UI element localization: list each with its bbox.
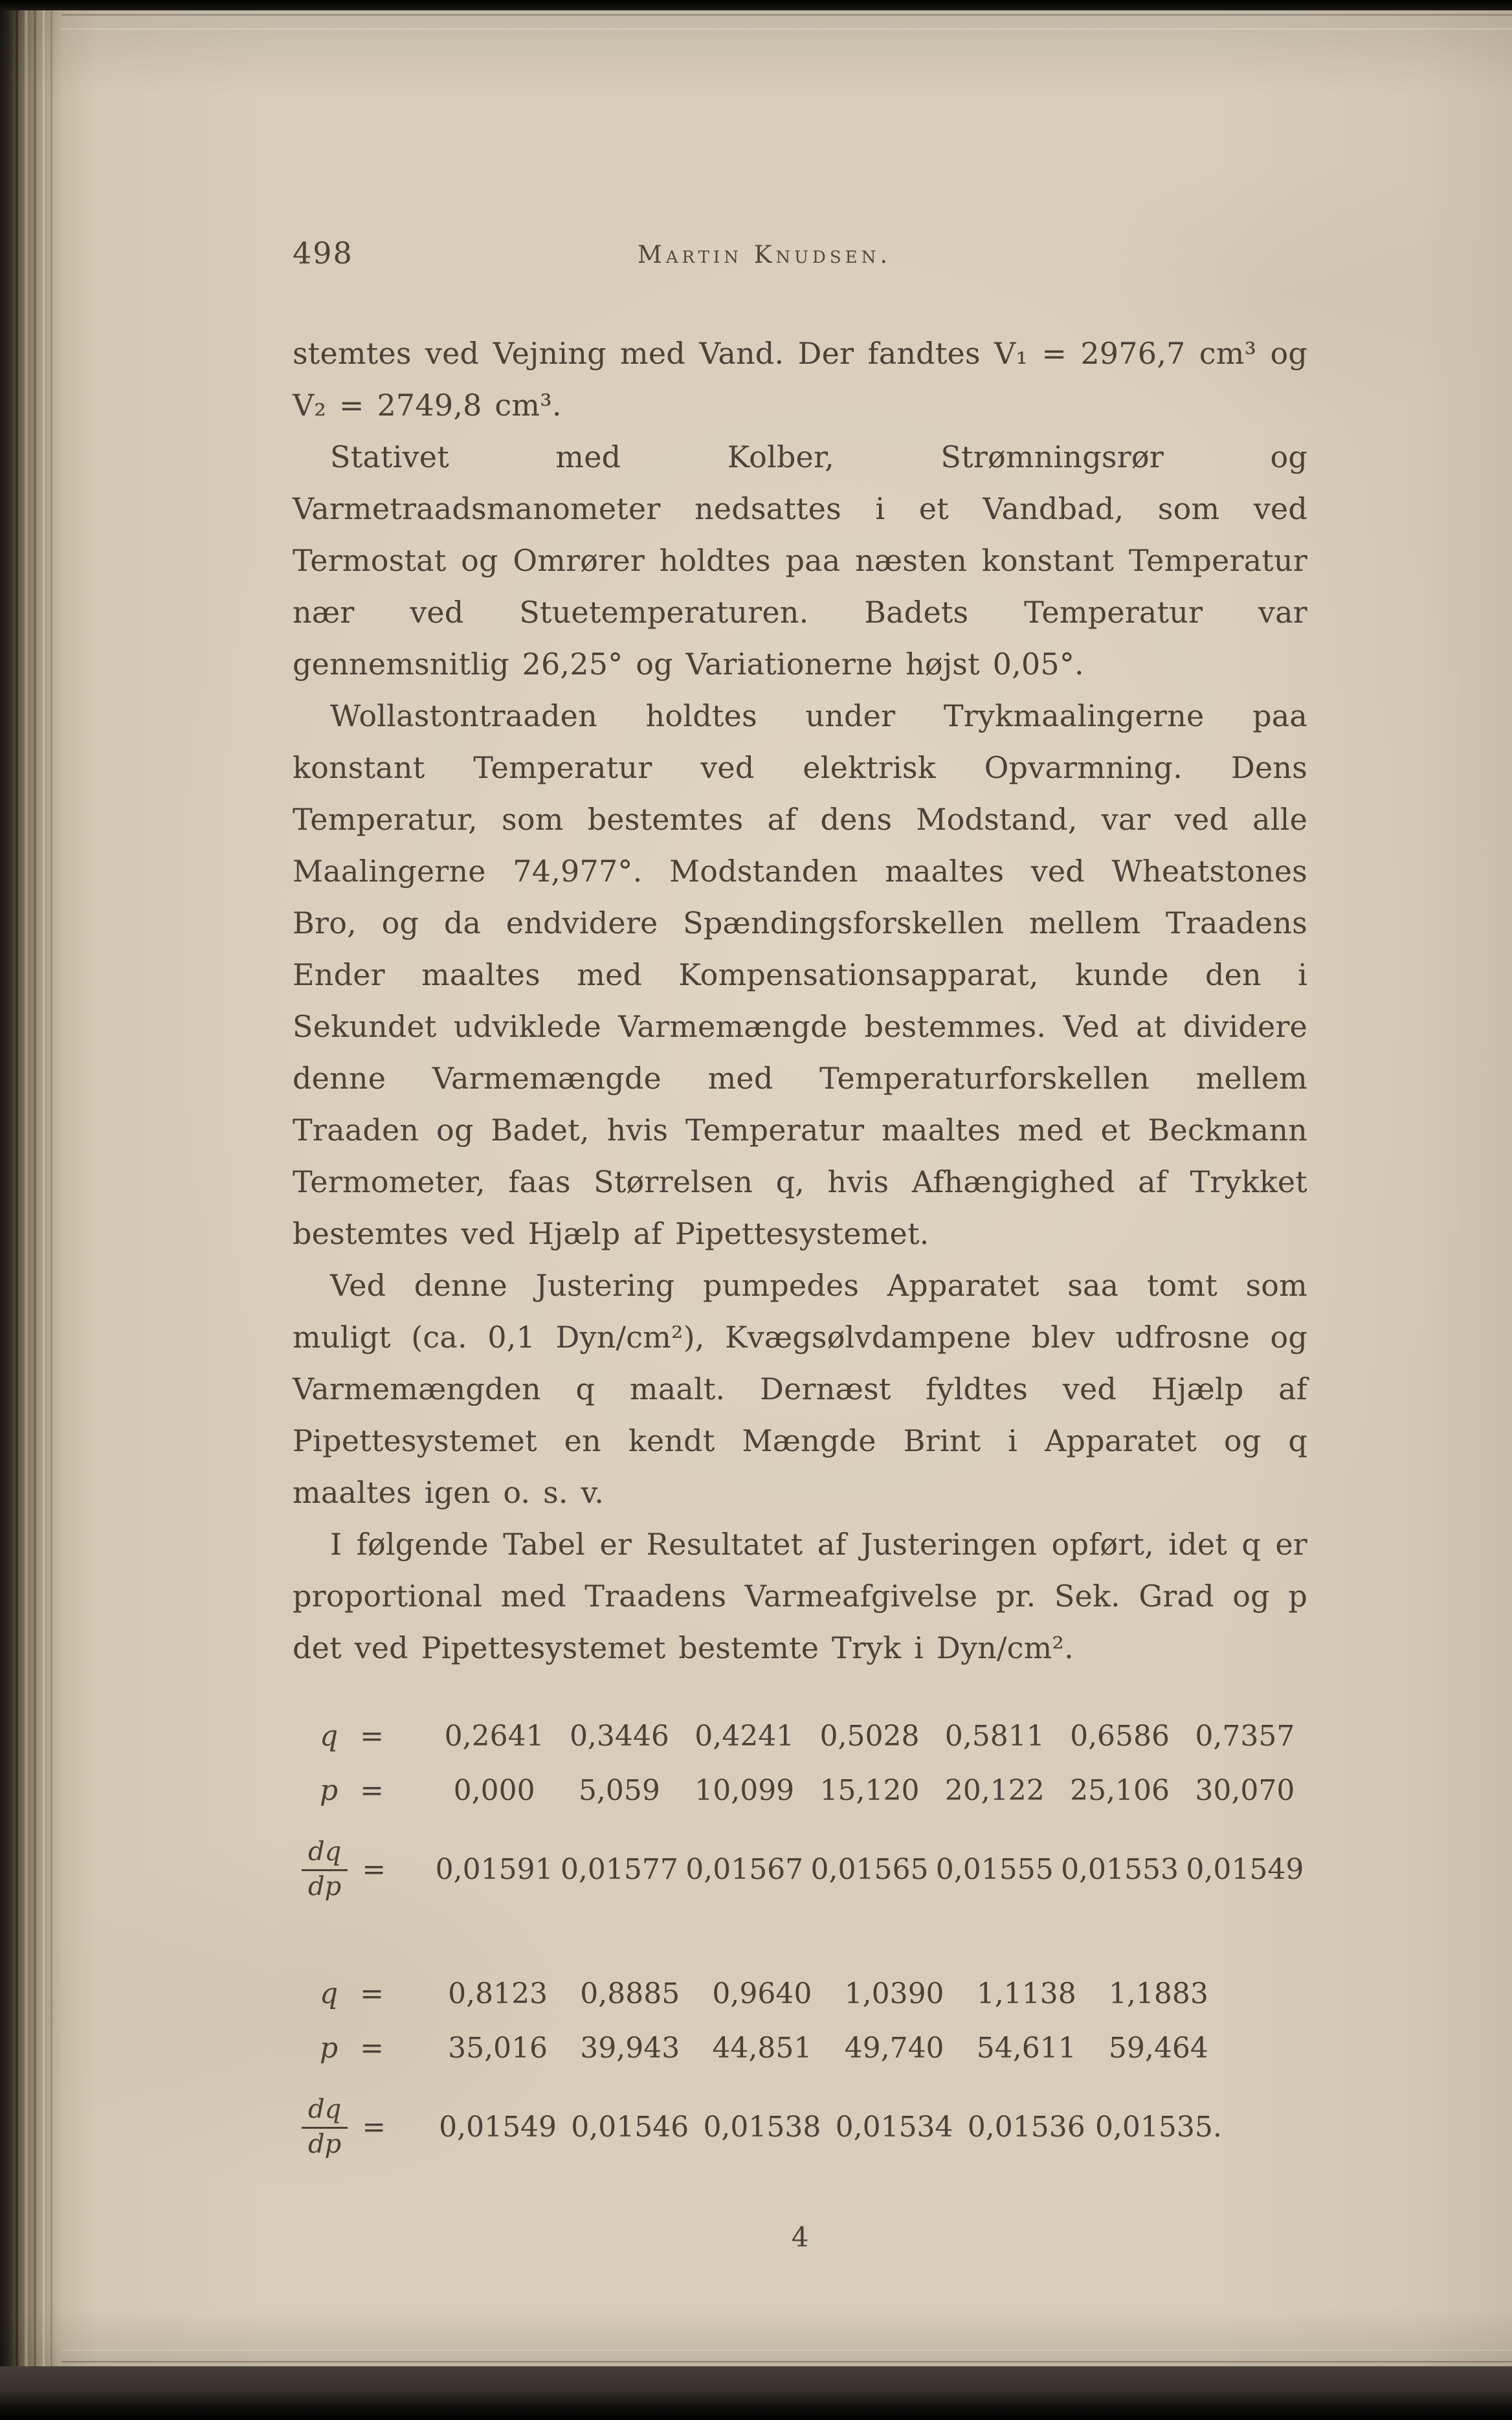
paragraph: Ved denne Justering pumpedes Apparatet saa tomt som muligt (ca. 0,1 Dyn/cm²), Kvægsølvdampene blev udfrosne og Varmemængden q maalt. Dernæst fyldtes ved Hjælp af Pipettesystemet en kendt Mængde Brint i Apparatet og q maaltes igen o. s. v. bbox=[293, 1268, 1307, 1510]
table-cell: 35,016 bbox=[448, 2031, 548, 2065]
row-label-q bbox=[293, 1977, 432, 2010]
paragraph: stemtes ved Vejning med Vand. Der fandtes V₁ = 2976,7 cm³ og V₂ = 2749,8 cm³. bbox=[293, 336, 1307, 423]
table-cell: 0,01535. bbox=[1095, 2110, 1222, 2144]
p-symbol: p bbox=[320, 2031, 339, 2065]
paper-sheet bbox=[0, 10, 1512, 2366]
dq-dp-fraction bbox=[302, 1837, 348, 1902]
table-cell: 0,3446 bbox=[569, 1719, 669, 1753]
table-cell: 0,7357 bbox=[1195, 1719, 1295, 1753]
page-edge-line bbox=[34, 10, 36, 2366]
table-cell: 1,1883 bbox=[1108, 1977, 1208, 2010]
fraction-numerator: dq bbox=[302, 2095, 348, 2129]
table-cell: 1,0390 bbox=[844, 1977, 944, 2010]
table-cell: 25,106 bbox=[1070, 1773, 1170, 1807]
paragraph: I følgende Tabel er Resultatet af Justeringen opført, idet q er proportional med Traadens Varmeafgivelse pr. Sek. Grad og p det ved Pipettesystemet bestemte Tryk i Dyn/cm². bbox=[293, 1527, 1307, 1665]
equals-sign: = bbox=[362, 2110, 385, 2144]
table-cell: 54,611 bbox=[976, 2031, 1076, 2065]
table-cell: 20,122 bbox=[944, 1773, 1045, 1807]
equals-sign: = bbox=[360, 1773, 383, 1807]
table-cell: 30,070 bbox=[1195, 1773, 1295, 1807]
equals-sign: = bbox=[360, 1977, 383, 2010]
footer-page-number: 4 bbox=[791, 2221, 809, 2253]
scan-top-band bbox=[0, 0, 1512, 10]
table-cell: 59,464 bbox=[1108, 2031, 1208, 2065]
table-cell: 0,4241 bbox=[695, 1719, 795, 1753]
table-cell: 0,01591 bbox=[435, 1852, 553, 1886]
page-content bbox=[293, 234, 1307, 2253]
row-label-p bbox=[293, 2032, 432, 2065]
table-row-p bbox=[293, 2021, 1225, 2075]
table-cell: 0,2641 bbox=[444, 1719, 544, 1753]
table-row-dqdp bbox=[293, 1817, 1307, 1921]
table-cell: 0,000 bbox=[453, 1773, 535, 1807]
table-cell: 0,5811 bbox=[944, 1719, 1045, 1753]
table-cell: 0,5028 bbox=[819, 1719, 920, 1753]
row-label-dqdp bbox=[293, 2095, 432, 2159]
table-cell: 0,01555 bbox=[935, 1852, 1054, 1886]
table-cell: 0,01534 bbox=[835, 2110, 953, 2144]
equals-sign: = bbox=[362, 1852, 385, 1886]
table-cell: 0,6586 bbox=[1070, 1719, 1170, 1753]
page-edge-line bbox=[50, 10, 52, 2366]
paragraph: Stativet med Kolber, Strømningsrør og Varmetraadsmanometer nedsattes i et Vandbad, som ved Termostat og Omrører holdtes paa næsten konstant Temperatur nær ved Stuetemperaturen. Badets Temperatur var gennemsnitlig 26,25° og Variationerne højst 0,05°. bbox=[293, 439, 1307, 682]
page-edge-line bbox=[43, 10, 45, 2366]
page-edge-line bbox=[61, 14, 1512, 16]
data-table-1 bbox=[293, 1709, 1307, 1921]
p-symbol: p bbox=[320, 1773, 339, 1807]
page-edge-line bbox=[16, 10, 18, 2366]
row-label-p bbox=[293, 1774, 432, 1807]
table-cell: 0,01546 bbox=[571, 2110, 689, 2144]
table-cell: 0,01549 bbox=[1186, 1852, 1304, 1886]
body-text bbox=[293, 327, 1307, 1674]
page-edge-line bbox=[61, 28, 1512, 30]
fraction-denominator: dp bbox=[308, 2129, 342, 2159]
table-cell: 44,851 bbox=[712, 2031, 812, 2065]
table-cell: 0,01577 bbox=[560, 1852, 678, 1886]
equals-sign: = bbox=[360, 2031, 383, 2065]
data-table-2 bbox=[293, 1966, 1307, 2179]
table-row-q bbox=[293, 1709, 1307, 1763]
table-cell: 0,01536 bbox=[967, 2110, 1085, 2144]
paragraph: Wollastontraaden holdtes under Trykmaalingerne paa konstant Temperatur ved elektrisk Opvarmning. Dens Temperatur, som bestemtes af dens Modstand, var ved alle Maalingerne 74,977°. Modstanden maaltes ved Wheatstones Bro, og da endvidere Spændingsforskellen mellem Traadens Ender maaltes med Kompensationsapparat, kunde den i Sekundet udviklede Varmemængde bestemmes. Ved at dividere denne Varmemængde med Temperaturforskellen mellem Traaden og Badet, hvis Temperatur maaltes med et Beckmann Termometer, faas Størrelsen q, hvis Afhængighed af Trykket bestemtes ved Hjælp af Pipettesystemet. bbox=[293, 698, 1307, 1251]
equals-sign: = bbox=[360, 1719, 383, 1753]
q-symbol: q bbox=[320, 1719, 339, 1753]
table-cell: 0,8885 bbox=[580, 1977, 680, 2010]
row-label-q bbox=[293, 1720, 432, 1753]
page-footer bbox=[293, 2221, 1307, 2253]
dq-dp-fraction bbox=[302, 2095, 348, 2159]
table-cell: 1,1138 bbox=[976, 1977, 1076, 2010]
page-number: 498 bbox=[293, 236, 353, 271]
table-cell: 0,01567 bbox=[685, 1852, 804, 1886]
table-cell: 39,943 bbox=[580, 2031, 680, 2065]
table-row-dqdp bbox=[293, 2075, 1225, 2179]
table-cell: 10,099 bbox=[695, 1773, 795, 1807]
table-cell: 15,120 bbox=[819, 1773, 920, 1807]
page-edge-line bbox=[25, 10, 28, 2366]
table-row-q bbox=[293, 1966, 1225, 2021]
fraction-denominator: dp bbox=[308, 1871, 342, 1902]
page-edge-line bbox=[61, 2361, 1512, 2362]
table-cell: 5,059 bbox=[578, 1773, 660, 1807]
fraction-numerator: dq bbox=[302, 1837, 348, 1871]
running-head: Martin Knudsen. bbox=[637, 241, 892, 269]
table-cell: 0,01565 bbox=[810, 1852, 929, 1886]
table-row-p bbox=[293, 1763, 1307, 1817]
table-cell: 0,01538 bbox=[703, 2110, 821, 2144]
scan-bottom-band bbox=[0, 2366, 1512, 2420]
table-cell: 0,01549 bbox=[439, 2110, 557, 2144]
page-edge-line bbox=[61, 2349, 1512, 2351]
table-cell: 49,740 bbox=[844, 2031, 944, 2065]
q-symbol: q bbox=[320, 1977, 339, 2010]
page-header bbox=[293, 234, 1307, 273]
table-cell: 0,01553 bbox=[1061, 1852, 1179, 1886]
table-cell: 0,8123 bbox=[448, 1977, 548, 2010]
row-label-dqdp bbox=[293, 1837, 432, 1902]
table-cell: 0,9640 bbox=[712, 1977, 812, 2010]
